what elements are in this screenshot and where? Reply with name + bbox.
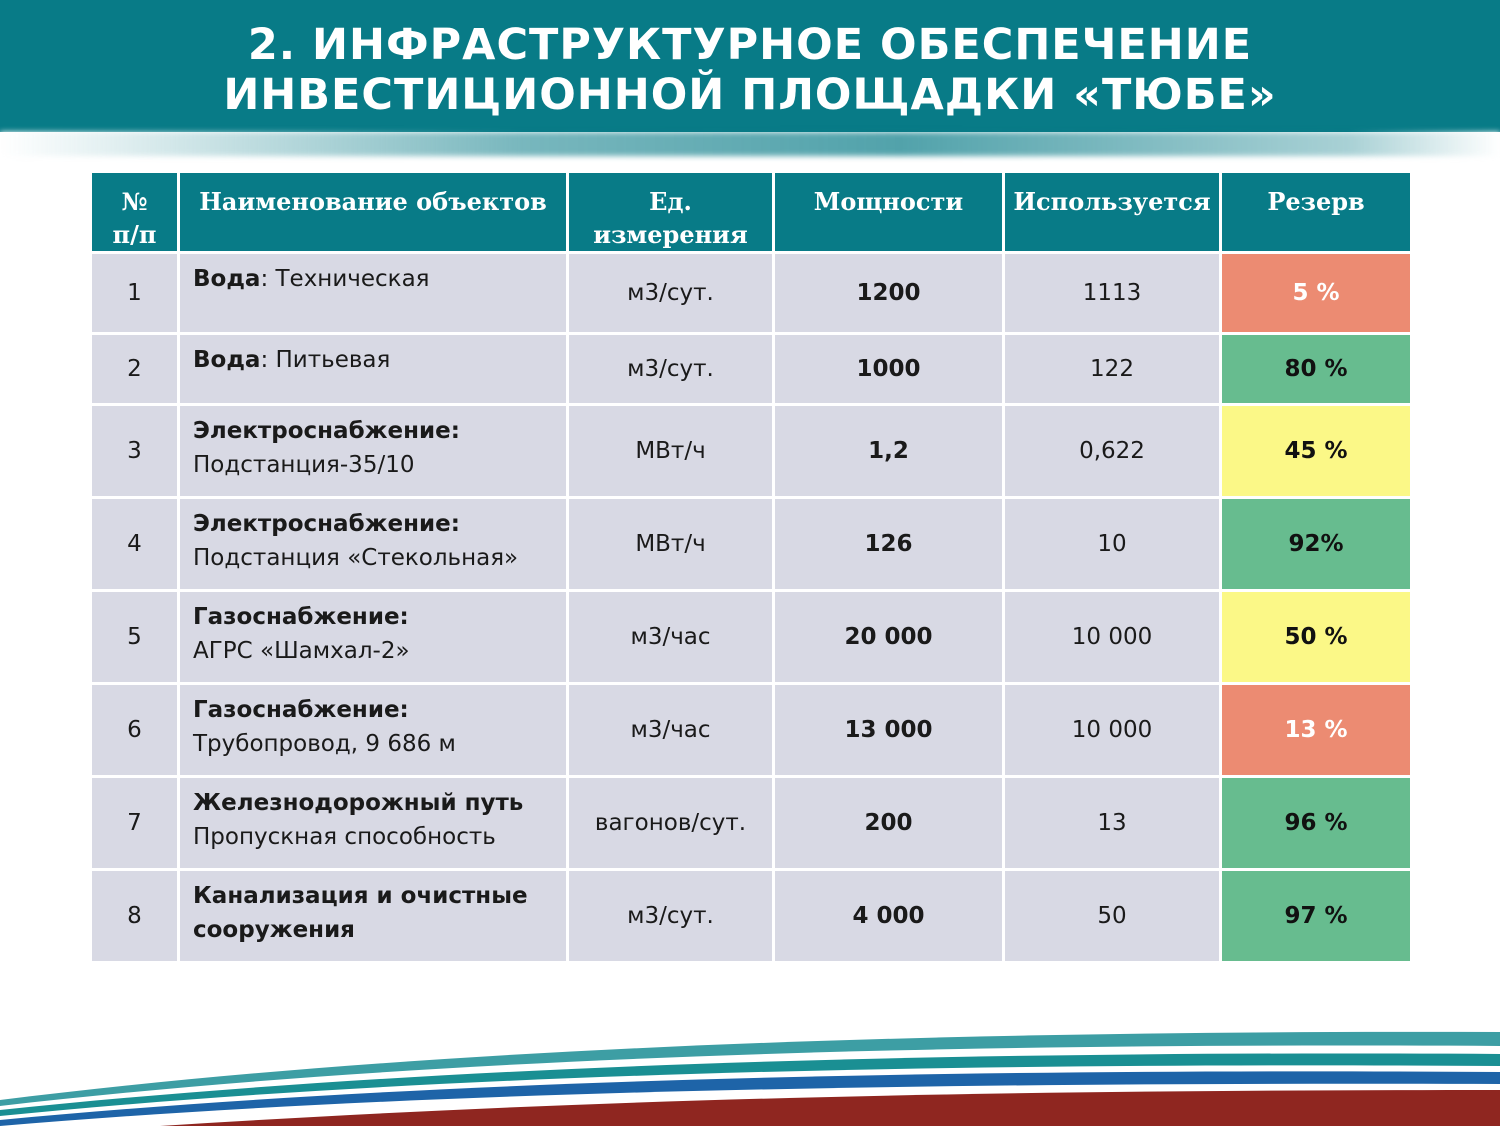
unit-cell: м3/час — [568, 684, 774, 777]
object-name-bold: Электроснабжение: — [193, 418, 460, 444]
row-number: 2 — [91, 334, 179, 405]
reserve-cell: 97 % — [1221, 870, 1412, 963]
used-cell: 50 — [1004, 870, 1221, 963]
table-header-row — [91, 172, 1412, 253]
row-number: 6 — [91, 684, 179, 777]
object-name — [179, 870, 568, 963]
row-number: 3 — [91, 405, 179, 498]
object-name — [179, 591, 568, 684]
used-cell: 0,622 — [1004, 405, 1221, 498]
reserve-cell: 45 % — [1221, 405, 1412, 498]
used-cell: 122 — [1004, 334, 1221, 405]
header-used: Используется — [1004, 172, 1221, 253]
row-number: 8 — [91, 870, 179, 963]
table-row — [91, 870, 1412, 963]
object-name — [179, 334, 568, 405]
unit-cell: м3/час — [568, 591, 774, 684]
row-number: 4 — [91, 498, 179, 591]
title-banner-shadow — [0, 132, 1500, 156]
row-number: 5 — [91, 591, 179, 684]
page-title — [0, 20, 1500, 120]
used-cell: 1113 — [1004, 253, 1221, 334]
title-line-1: 2. ИНФРАСТРУКТУРНОЕ ОБЕСПЕЧЕНИЕ — [247, 20, 1253, 70]
table-row — [91, 334, 1412, 405]
object-name — [179, 498, 568, 591]
object-name-bold: Канализация и очистные сооружения — [193, 883, 528, 943]
reserve-cell: 96 % — [1221, 777, 1412, 870]
capacity-cell: 126 — [774, 498, 1004, 591]
capacity-cell: 200 — [774, 777, 1004, 870]
unit-cell: м3/сут. — [568, 253, 774, 334]
reserve-cell: 13 % — [1221, 684, 1412, 777]
table-row — [91, 684, 1412, 777]
footer-waves — [0, 1010, 1500, 1126]
capacity-cell: 13 000 — [774, 684, 1004, 777]
object-name-detail: АГРС «Шамхал-2» — [193, 638, 410, 664]
object-name-rest: : Питьевая — [260, 347, 391, 373]
object-name — [179, 777, 568, 870]
row-number: 1 — [91, 253, 179, 334]
table-row — [91, 591, 1412, 684]
used-cell: 13 — [1004, 777, 1221, 870]
object-name-rest: : Техническая — [260, 266, 430, 292]
object-name-bold: Газоснабжение: — [193, 604, 409, 630]
header-number: № п/п — [91, 172, 179, 253]
object-name-detail: Подстанция-35/10 — [193, 452, 415, 478]
object-name — [179, 684, 568, 777]
capacity-cell: 4 000 — [774, 870, 1004, 963]
object-name-detail: Пропускная способность — [193, 824, 496, 850]
unit-cell: МВт/ч — [568, 405, 774, 498]
used-cell: 10 000 — [1004, 591, 1221, 684]
object-name-bold: Газоснабжение: — [193, 697, 409, 723]
used-cell: 10 — [1004, 498, 1221, 591]
unit-cell: м3/сут. — [568, 334, 774, 405]
header-reserve: Резерв — [1221, 172, 1412, 253]
object-name-detail: Подстанция «Стекольная» — [193, 545, 519, 571]
object-name-bold: Вода — [193, 347, 261, 373]
reserve-cell: 80 % — [1221, 334, 1412, 405]
unit-cell: МВт/ч — [568, 498, 774, 591]
used-cell: 10 000 — [1004, 684, 1221, 777]
capacity-cell: 20 000 — [774, 591, 1004, 684]
unit-cell: вагонов/сут. — [568, 777, 774, 870]
reserve-cell: 92% — [1221, 498, 1412, 591]
header-unit: Ед. измерения — [568, 172, 774, 253]
object-name-bold: Вода — [193, 266, 261, 292]
unit-cell: м3/сут. — [568, 870, 774, 963]
capacity-cell: 1000 — [774, 334, 1004, 405]
title-line-2: ИНВЕСТИЦИОННОЙ ПЛОЩАДКИ «ТЮБЕ» — [223, 70, 1277, 120]
object-name — [179, 253, 568, 334]
table-row — [91, 405, 1412, 498]
object-name-bold: Железнодорожный путь — [193, 790, 524, 816]
reserve-cell: 5 % — [1221, 253, 1412, 334]
object-name-detail: Трубопровод, 9 686 м — [193, 731, 456, 757]
title-banner — [0, 0, 1500, 132]
capacity-cell: 1,2 — [774, 405, 1004, 498]
infrastructure-table — [89, 170, 1413, 964]
table-row — [91, 498, 1412, 591]
row-number: 7 — [91, 777, 179, 870]
table-row — [91, 253, 1412, 334]
table-row — [91, 777, 1412, 870]
object-name-bold: Электроснабжение: — [193, 511, 460, 537]
header-capacity: Мощности — [774, 172, 1004, 253]
object-name — [179, 405, 568, 498]
reserve-cell: 50 % — [1221, 591, 1412, 684]
header-name: Наименование объектов — [179, 172, 568, 253]
capacity-cell: 1200 — [774, 253, 1004, 334]
